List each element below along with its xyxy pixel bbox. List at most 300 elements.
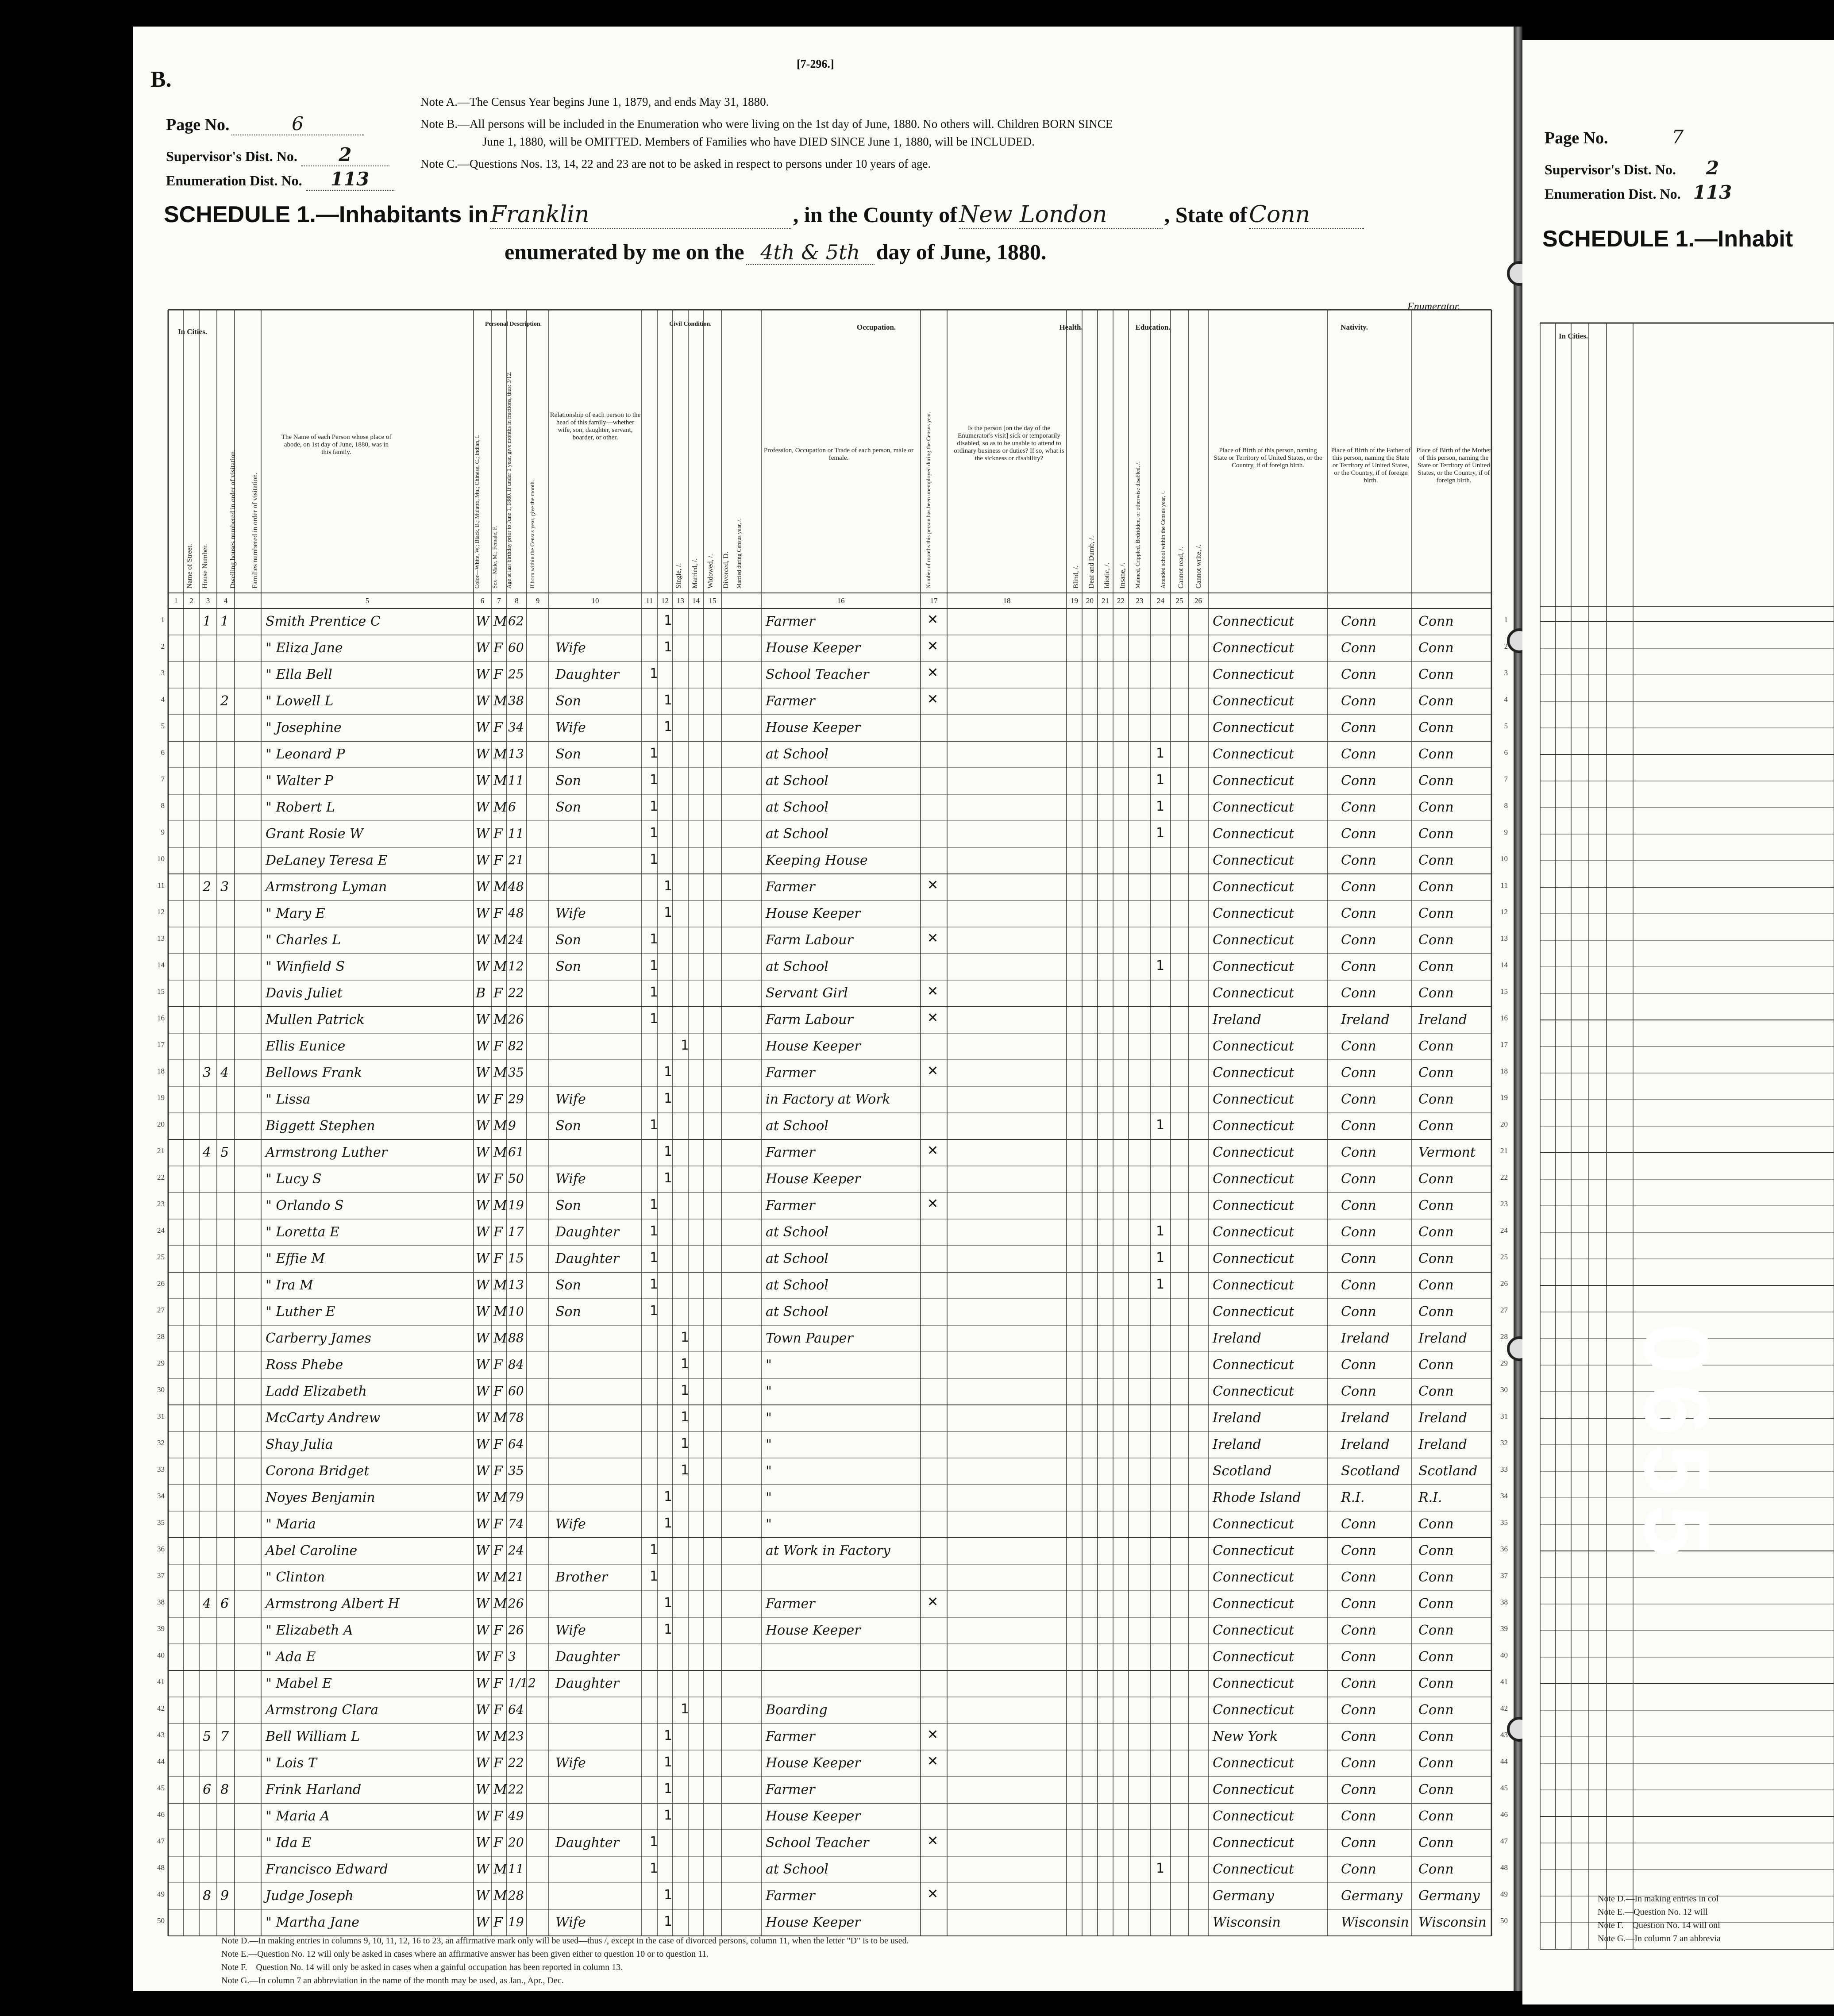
- person-age: 35: [508, 1463, 524, 1478]
- col-divorced-header: Divorced, D.: [722, 551, 730, 589]
- col-street-header: Name of Street.: [186, 544, 193, 589]
- civil-condition-mark: 1: [664, 1170, 673, 1186]
- person-age: 26: [508, 1012, 524, 1027]
- unemployed-mark: ✕: [927, 984, 939, 999]
- state-label: , State of: [1164, 202, 1248, 227]
- father-birthplace: Conn: [1341, 1224, 1376, 1240]
- person-name: " Maria: [266, 1516, 316, 1532]
- person-name: Ellis Eunice: [266, 1039, 346, 1054]
- row-number: 39: [157, 1624, 165, 1633]
- unemployed-mark: ✕: [927, 1833, 939, 1849]
- person-name: Ladd Elizabeth: [266, 1384, 367, 1399]
- father-birthplace: Conn: [1341, 906, 1376, 921]
- mother-birthplace: Conn: [1418, 1596, 1454, 1612]
- note-b-line2: June 1, 1880, will be OMITTED. Members of Families who have DIED SINCE June 1, 1880, will be INCLUDED.: [482, 135, 1035, 148]
- mother-birthplace: Conn: [1418, 826, 1454, 842]
- person-name: Armstrong Luther: [266, 1145, 388, 1160]
- person-name: Davis Juliet: [266, 985, 343, 1001]
- mother-birthplace: Conn: [1418, 1118, 1454, 1134]
- civil-condition-mark: 1: [650, 852, 659, 867]
- occupation: at School: [766, 800, 828, 815]
- row-number-right: 25: [1500, 1253, 1508, 1261]
- person-name: " Loretta E: [266, 1224, 339, 1240]
- civil-condition-mark: 1: [664, 719, 673, 735]
- mother-birthplace: Conn: [1418, 879, 1454, 895]
- person-color: W: [476, 1012, 489, 1027]
- row-number: 13: [157, 934, 165, 943]
- person-relationship: Son: [555, 1198, 581, 1213]
- unemployed-mark: ✕: [927, 1886, 939, 1902]
- person-sex: M: [493, 693, 507, 709]
- unemployed-mark: ✕: [927, 1727, 939, 1743]
- father-birthplace: Conn: [1341, 1065, 1376, 1081]
- person-age: 34: [508, 720, 524, 735]
- person-sex: M: [493, 1888, 507, 1904]
- person-name: McCarty Andrew: [266, 1410, 381, 1426]
- person-name: Grant Rosie W: [266, 826, 363, 842]
- person-sex: M: [493, 1729, 507, 1744]
- person-relationship: Son: [555, 693, 581, 709]
- person-color: W: [476, 1835, 489, 1851]
- civil-condition-mark: 1: [664, 1064, 673, 1080]
- person-age: 25: [508, 667, 524, 681]
- birthplace: Connecticut: [1213, 1623, 1295, 1638]
- occupation: School Teacher: [766, 1835, 869, 1851]
- group-in-cities: In Cities.: [177, 327, 208, 336]
- occupation: at School: [766, 826, 828, 842]
- birthplace: Ireland: [1213, 1437, 1261, 1452]
- person-sex: F: [493, 667, 503, 682]
- person-sex: M: [493, 800, 507, 815]
- next-footer-note-d: Note D.—In making entries in col: [1598, 1894, 1719, 1904]
- row-number: 48: [157, 1863, 165, 1872]
- col-name-header: The Name of each Person whose place of abode, on 1st day of June, 1880, was in this family.: [281, 434, 392, 456]
- father-birthplace: Conn: [1341, 1198, 1376, 1213]
- col-insane-header: Insane, /.: [1119, 562, 1126, 589]
- unemployed-mark: ✕: [927, 1594, 939, 1610]
- unemployed-mark: ✕: [927, 665, 939, 681]
- civil-condition-mark: 1: [681, 1038, 690, 1053]
- father-birthplace: Conn: [1341, 1808, 1376, 1824]
- mother-birthplace: Conn: [1418, 1357, 1454, 1373]
- father-birthplace: Conn: [1341, 1145, 1376, 1160]
- person-age: 24: [508, 932, 524, 947]
- mother-birthplace: Germany: [1418, 1888, 1480, 1904]
- civil-condition-mark: 1: [664, 1781, 673, 1797]
- occupation: Town Pauper: [766, 1331, 853, 1346]
- group-civil-condition: Civil Condition.: [669, 321, 712, 327]
- row-number: 40: [157, 1651, 165, 1659]
- col-married-year-header: Married during Census year, /.: [736, 518, 742, 589]
- person-sex: M: [493, 959, 507, 974]
- family-number: 2: [220, 693, 229, 709]
- microfilm-frame-stamp: 0655: [1625, 1323, 1729, 1566]
- person-relationship: Son: [555, 1277, 581, 1293]
- civil-condition-mark: 1: [650, 746, 659, 761]
- person-color: W: [476, 773, 489, 789]
- person-relationship: Son: [555, 959, 581, 974]
- col-dwelling-header: Dwelling houses numbered in order of visitation.: [229, 449, 237, 589]
- occupation: Farmer: [766, 614, 815, 629]
- person-age: 26: [508, 1623, 524, 1637]
- person-name: " Ada E: [266, 1649, 316, 1665]
- birthplace: Connecticut: [1213, 1118, 1295, 1134]
- birthplace: Connecticut: [1213, 1171, 1295, 1187]
- person-sex: M: [493, 1065, 507, 1081]
- unemployed-mark: ✕: [927, 692, 939, 707]
- person-age: 61: [508, 1145, 524, 1159]
- occupation: Farmer: [766, 879, 815, 895]
- person-color: W: [476, 906, 489, 921]
- occupation: at School: [766, 1224, 828, 1240]
- column-number: 14: [692, 596, 700, 605]
- column-number: 7: [497, 596, 501, 605]
- family-number: 8: [220, 1782, 229, 1797]
- person-sex: M: [493, 1304, 507, 1320]
- row-number-right: 41: [1500, 1677, 1508, 1686]
- father-birthplace: Conn: [1341, 1118, 1376, 1134]
- occupation: Farmer: [766, 693, 815, 709]
- column-number: 19: [1071, 596, 1078, 605]
- mother-birthplace: Conn: [1418, 1516, 1454, 1532]
- row-number-right: 48: [1500, 1863, 1508, 1872]
- person-color: W: [476, 1198, 489, 1213]
- person-color: W: [476, 1463, 489, 1479]
- occupation: Farm Labour: [766, 1012, 853, 1027]
- person-color: W: [476, 1331, 489, 1346]
- birthplace: Connecticut: [1213, 1145, 1295, 1160]
- person-color: W: [476, 693, 489, 709]
- occupation: Farmer: [766, 1888, 815, 1904]
- column-number: 5: [365, 596, 370, 605]
- column-number: 20: [1086, 596, 1094, 605]
- person-sex: M: [493, 1145, 507, 1160]
- person-age: 88: [508, 1331, 524, 1345]
- mother-birthplace: Conn: [1418, 720, 1454, 735]
- person-name: Corona Bridget: [266, 1463, 370, 1479]
- person-sex: F: [493, 1543, 503, 1558]
- unemployed-mark: ✕: [927, 931, 939, 946]
- person-color: W: [476, 1543, 489, 1558]
- mother-birthplace: Conn: [1418, 853, 1454, 868]
- group-occupation: Occupation.: [856, 323, 896, 331]
- column-number: 3: [206, 596, 210, 605]
- family-number: 5: [220, 1145, 229, 1160]
- supervisor-district-value: 2: [301, 144, 389, 166]
- mother-birthplace: Conn: [1418, 1198, 1454, 1213]
- person-relationship: Brother: [555, 1570, 608, 1585]
- col-cannot-write-header: Cannot write, /.: [1195, 544, 1202, 589]
- person-sex: F: [493, 1384, 503, 1399]
- person-sex: F: [493, 1092, 503, 1107]
- person-color: W: [476, 1410, 489, 1426]
- person-age: 78: [508, 1410, 524, 1425]
- column-number: 6: [480, 596, 485, 605]
- person-name: " Lissa: [266, 1092, 311, 1107]
- father-birthplace: Conn: [1341, 1251, 1376, 1266]
- row-number-right: 22: [1500, 1173, 1508, 1181]
- civil-condition-mark: 1: [650, 825, 659, 841]
- person-age: 64: [508, 1702, 524, 1717]
- person-color: W: [476, 1224, 489, 1240]
- person-color: W: [476, 1782, 489, 1797]
- row-number: 22: [157, 1173, 165, 1181]
- mother-birthplace: Conn: [1418, 800, 1454, 815]
- birthplace: Ireland: [1213, 1012, 1261, 1027]
- mother-birthplace: Conn: [1418, 1808, 1454, 1824]
- row-number: 37: [157, 1571, 165, 1580]
- next-group-in-cities: In Cities.: [1558, 332, 1588, 340]
- attended-school-mark: 1: [1156, 799, 1165, 814]
- row-number: 35: [157, 1518, 165, 1527]
- person-sex: F: [493, 985, 503, 1001]
- row-number: 28: [157, 1332, 165, 1341]
- civil-condition-mark: 1: [664, 1144, 673, 1159]
- row-number-right: 17: [1500, 1040, 1508, 1049]
- civil-condition-mark: 1: [681, 1436, 690, 1451]
- birthplace: Connecticut: [1213, 1516, 1295, 1532]
- occupation: ": [766, 1384, 772, 1399]
- page-number-value: 6: [231, 113, 364, 135]
- column-number: 2: [189, 596, 193, 605]
- birthplace: Connecticut: [1213, 1304, 1295, 1320]
- row-number-right: 44: [1500, 1757, 1508, 1766]
- person-color: W: [476, 1649, 489, 1665]
- mother-birthplace: Conn: [1418, 746, 1454, 762]
- row-number-right: 9: [1504, 828, 1508, 836]
- schedule-letter: B.: [150, 67, 172, 92]
- person-sex: F: [493, 1915, 503, 1930]
- civil-condition-mark: 1: [650, 1277, 659, 1292]
- birthplace: Germany: [1213, 1888, 1274, 1904]
- birthplace: Connecticut: [1213, 879, 1295, 895]
- occupation: House Keeper: [766, 1808, 861, 1824]
- dwelling-number: 5: [203, 1729, 212, 1744]
- form-number: [7-296.]: [797, 58, 834, 70]
- row-number-right: 18: [1500, 1067, 1508, 1075]
- row-number-right: 46: [1500, 1810, 1508, 1819]
- row-number-right: 32: [1500, 1439, 1508, 1447]
- unemployed-mark: ✕: [927, 1010, 939, 1026]
- dwelling-number: 6: [203, 1782, 212, 1797]
- person-relationship: Son: [555, 1118, 581, 1134]
- row-number-right: 34: [1500, 1492, 1508, 1500]
- col-father-birth-header: Place of Birth of the Father of this person, naming the State or Territory of United States, or the Country, if of foreign birth.: [1331, 447, 1411, 484]
- person-sex: M: [493, 1198, 507, 1213]
- col-sex-header: Sex—Male, M.; Female, F.: [491, 526, 498, 589]
- father-birthplace: Conn: [1341, 773, 1376, 789]
- row-number-right: 30: [1500, 1385, 1508, 1394]
- person-sex: M: [493, 932, 507, 948]
- mother-birthplace: Ireland: [1418, 1410, 1467, 1426]
- county-value: New London: [959, 201, 1163, 229]
- person-name: Noyes Benjamin: [266, 1490, 375, 1505]
- person-name: Bell William L: [266, 1729, 360, 1744]
- person-sex: M: [493, 773, 507, 789]
- col-idiotic-header: Idiotic, /.: [1103, 562, 1111, 589]
- civil-condition-mark: 1: [650, 1250, 659, 1266]
- civil-condition-mark: 1: [664, 878, 673, 894]
- attended-school-mark: 1: [1156, 1250, 1165, 1266]
- person-name: Abel Caroline: [266, 1543, 358, 1558]
- mother-birthplace: Conn: [1418, 1171, 1454, 1187]
- dwelling-number: 2: [203, 879, 212, 895]
- person-age: 3: [508, 1649, 516, 1664]
- person-relationship: Son: [555, 1304, 581, 1320]
- birthplace: Connecticut: [1213, 1570, 1295, 1585]
- mother-birthplace: Conn: [1418, 1251, 1454, 1266]
- birthplace: Connecticut: [1213, 720, 1295, 735]
- mother-birthplace: Wisconsin: [1418, 1915, 1487, 1930]
- next-page-number-label: Page No.: [1545, 129, 1608, 147]
- mother-birthplace: Ireland: [1418, 1331, 1467, 1346]
- person-name: Carberry James: [266, 1331, 371, 1346]
- person-name: Judge Joseph: [266, 1888, 354, 1904]
- mother-birthplace: Conn: [1418, 1224, 1454, 1240]
- person-age: 9: [508, 1118, 516, 1133]
- col-maimed-header: Maimed, Crippled, Bedridden, or otherwise disabled, /.: [1134, 461, 1141, 589]
- mother-birthplace: Conn: [1418, 1092, 1454, 1107]
- birthplace: Connecticut: [1213, 1198, 1295, 1213]
- birthplace: Connecticut: [1213, 1384, 1295, 1399]
- row-number-right: 19: [1500, 1093, 1508, 1102]
- birthplace: Connecticut: [1213, 1357, 1295, 1373]
- birthplace: Scotland: [1213, 1463, 1272, 1479]
- civil-condition-mark: 1: [681, 1383, 690, 1398]
- civil-condition-mark: 1: [664, 613, 673, 628]
- civil-condition-mark: 1: [650, 985, 659, 1000]
- mother-birthplace: Conn: [1418, 1729, 1454, 1744]
- person-sex: M: [493, 1277, 507, 1293]
- unemployed-mark: ✕: [927, 877, 939, 893]
- person-age: 74: [508, 1516, 524, 1531]
- person-sex: F: [493, 1835, 503, 1851]
- person-name: " Lucy S: [266, 1171, 322, 1187]
- civil-condition-mark: 1: [664, 1887, 673, 1903]
- column-number: 24: [1157, 596, 1164, 605]
- birthplace: Connecticut: [1213, 640, 1295, 656]
- person-name: " Maria A: [266, 1808, 330, 1824]
- occupation: ": [766, 1463, 772, 1479]
- person-name: Ross Phebe: [266, 1357, 343, 1373]
- occupation: Farmer: [766, 1198, 815, 1213]
- row-number: 8: [161, 801, 165, 810]
- person-relationship: Wife: [555, 1092, 586, 1107]
- person-age: 28: [508, 1888, 524, 1903]
- row-number: 27: [157, 1306, 165, 1314]
- father-birthplace: Conn: [1341, 1570, 1376, 1585]
- father-birthplace: Conn: [1341, 985, 1376, 1001]
- family-number: 9: [220, 1888, 229, 1904]
- father-birthplace: Conn: [1341, 1543, 1376, 1558]
- person-color: W: [476, 1277, 489, 1293]
- person-age: 60: [508, 1384, 524, 1398]
- birthplace: Connecticut: [1213, 1251, 1295, 1266]
- family-number: 6: [220, 1596, 229, 1612]
- row-number: 32: [157, 1439, 165, 1447]
- row-number: 1: [161, 616, 165, 624]
- person-relationship: Daughter: [555, 1224, 619, 1240]
- person-age: 50: [508, 1171, 524, 1186]
- father-birthplace: Conn: [1341, 1092, 1376, 1107]
- col-sick-header: Is the person [on the day of the Enumerator's visit] sick or temporarily disabled, so as to be unable to attend to ordinary business or duties? If so, what is the sickness or disability?: [954, 425, 1064, 462]
- column-number: 10: [591, 596, 599, 605]
- person-color: B: [476, 985, 486, 1001]
- birthplace: Connecticut: [1213, 1039, 1295, 1054]
- next-footer-note-g: Note G.—In column 7 an abbrevia: [1598, 1934, 1721, 1943]
- person-color: W: [476, 800, 489, 815]
- row-number-right: 2: [1504, 642, 1508, 650]
- row-number: 5: [161, 722, 165, 730]
- mother-birthplace: Conn: [1418, 1623, 1454, 1638]
- row-number: 29: [157, 1359, 165, 1367]
- occupation: Farmer: [766, 1145, 815, 1160]
- person-sex: M: [493, 614, 507, 629]
- enumerator-label: Enumerator.: [1407, 301, 1460, 312]
- birthplace: Ireland: [1213, 1410, 1261, 1426]
- next-enumeration-label: Enumeration Dist. No.: [1545, 186, 1681, 202]
- row-number-right: 24: [1500, 1226, 1508, 1235]
- family-number: 1: [220, 614, 229, 629]
- row-number-right: 40: [1500, 1651, 1508, 1659]
- column-number: 25: [1175, 596, 1183, 605]
- civil-condition-mark: 1: [650, 1834, 659, 1850]
- occupation: ": [766, 1357, 772, 1373]
- person-name: Francisco Edward: [266, 1862, 388, 1877]
- person-name: DeLaney Teresa E: [266, 853, 388, 868]
- row-number: 49: [157, 1890, 165, 1898]
- mother-birthplace: Vermont: [1418, 1145, 1476, 1160]
- civil-condition-mark: 1: [664, 1622, 673, 1637]
- civil-condition-mark: 1: [681, 1409, 690, 1425]
- civil-condition-mark: 1: [664, 1516, 673, 1531]
- civil-condition-mark: 1: [650, 931, 659, 947]
- person-sex: M: [493, 879, 507, 895]
- attended-school-mark: 1: [1156, 825, 1165, 841]
- person-color: W: [476, 1065, 489, 1081]
- person-color: W: [476, 1384, 489, 1399]
- occupation: ": [766, 1490, 772, 1505]
- person-color: W: [476, 1729, 489, 1744]
- person-age: 79: [508, 1490, 524, 1504]
- row-number: 24: [157, 1226, 165, 1235]
- row-number-right: 4: [1504, 695, 1508, 704]
- civil-condition-mark: 1: [681, 1462, 690, 1478]
- father-birthplace: Conn: [1341, 1039, 1376, 1054]
- civil-condition-mark: 1: [664, 1595, 673, 1611]
- person-age: 84: [508, 1357, 524, 1372]
- father-birthplace: Conn: [1341, 879, 1376, 895]
- birthplace: Connecticut: [1213, 746, 1295, 762]
- person-color: W: [476, 1171, 489, 1187]
- civil-condition-mark: 1: [650, 1011, 659, 1027]
- person-name: Frink Harland: [266, 1782, 362, 1797]
- attended-school-mark: 1: [1156, 958, 1165, 973]
- person-sex: M: [493, 1490, 507, 1505]
- father-birthplace: Conn: [1341, 614, 1376, 629]
- next-schedule-title: SCHEDULE 1.—Inhabit: [1542, 226, 1793, 252]
- col-deaf-header: Deaf and Dumb, /.: [1088, 536, 1095, 589]
- person-sex: F: [493, 1039, 503, 1054]
- row-number: 12: [157, 908, 165, 916]
- occupation: Farmer: [766, 1065, 815, 1081]
- row-number-right: 49: [1500, 1890, 1508, 1898]
- person-color: W: [476, 932, 489, 948]
- note-a: Note A.—The Census Year begins June 1, 1879, and ends May 31, 1880.: [420, 95, 769, 108]
- person-color: W: [476, 1251, 489, 1266]
- row-number-right: 6: [1504, 748, 1508, 757]
- col-widowed-header: Widowed, /.: [707, 554, 714, 589]
